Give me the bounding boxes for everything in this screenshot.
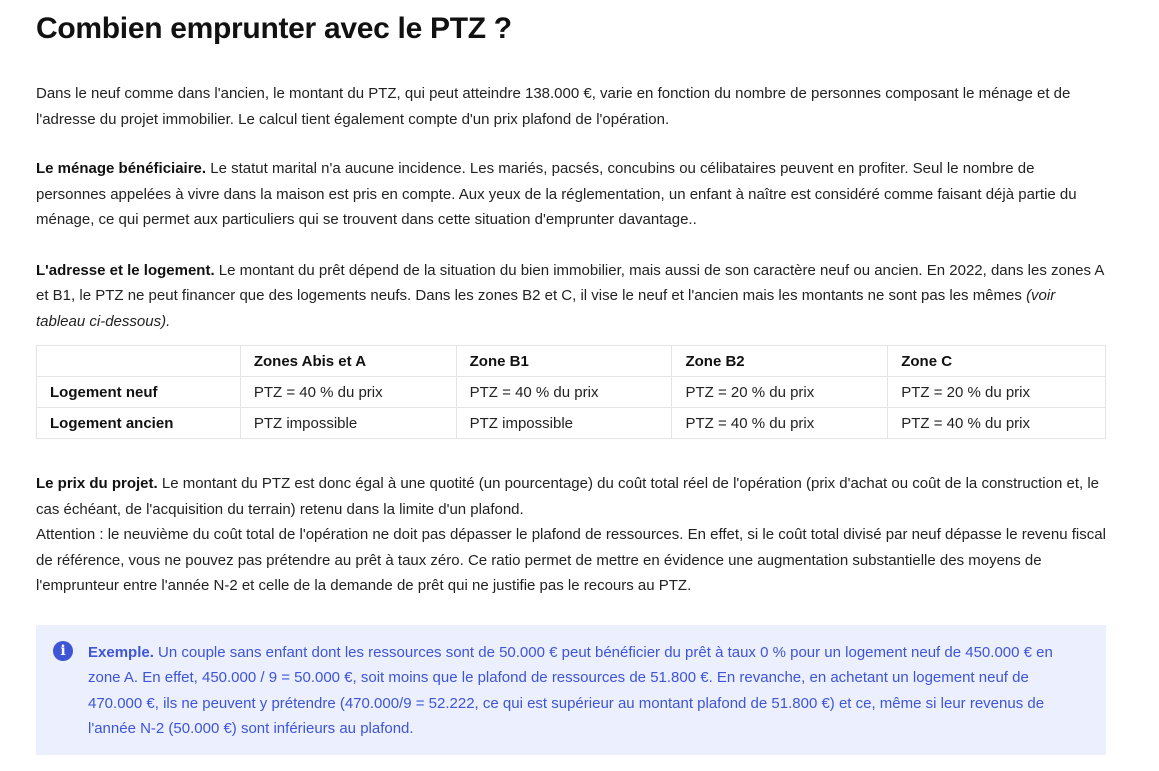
table-header-row	[37, 346, 1106, 377]
ptz-zones-table	[36, 345, 1106, 439]
table-header-cell: Zones Abis et A	[240, 346, 456, 377]
adresse-text: Le montant du prêt dépend de la situation du bien immobilier, mais aussi de son caractère neuf ou ancien. En 2022, dans les zones A et B1, le PTZ ne peut financer que des logements neufs. Dans les zones B2 et C, il vise le neuf et l'ancien mais les montants ne sont pas les mêmes	[36, 261, 1104, 304]
table-row	[37, 377, 1106, 408]
menage-title: Le ménage bénéficiaire.	[36, 160, 207, 177]
table-header-cell: Zone C	[888, 346, 1106, 377]
example-text: Un couple sans enfant dont les ressources sont de 50.000 € peut bénéficier du prêt à taux 0 % pour un logement neuf de 450.000 € en zone A. En effet, 450.000 / 9 = 50.000 €, soit moins que le plafond de ressources de 51.800 €. En revanche, en achetant un logement neuf de 470.000 €, ils ne peuvent y prétendre (470.000/9 = 52.222, ce qui est supérieur au montant plafond de 51.800 €) et ce, même si leur revenus de l'année N-2 (50.000 €) sont inférieurs au plafond.	[88, 643, 1053, 737]
table-cell: PTZ impossible	[456, 408, 672, 439]
row-label: Logement ancien	[37, 408, 241, 439]
example-callout	[36, 625, 1106, 755]
menage-paragraph	[36, 156, 1106, 233]
table-cell: PTZ = 40 % du prix	[240, 377, 456, 408]
adresse-title: L'adresse et le logement.	[36, 261, 215, 279]
adresse-italic-note: (voir tableau ci-dessous).	[36, 287, 1056, 330]
table-cell: PTZ = 40 % du prix	[672, 408, 888, 439]
prix-text: Le montant du PTZ est donc égal à une quotité (un pourcentage) du coût total réel de l'opération (prix d'achat ou coût de la construction et, le cas échéant, de l'acquisition du terrain) retenu dans la limite d'un plafond.	[36, 475, 1100, 518]
info-icon: i	[53, 641, 73, 661]
table-cell: PTZ impossible	[240, 408, 456, 439]
table-cell: PTZ = 40 % du prix	[456, 377, 672, 408]
prix-title: Le prix du projet.	[36, 475, 158, 492]
prix-paragraph	[36, 471, 1106, 599]
table-cell: PTZ = 40 % du prix	[888, 408, 1106, 439]
menage-text: Le statut marital n'a aucune incidence. Les mariés, pacsés, concubins ou célibataires peuvent en profiter. Seul le nombre de personnes appelées à vivre dans la maison est pris en compte. Aux yeux de la réglementation, un enfant à naître est considéré comme faisant déjà partie du ménage, ce qui permet aux particuliers qui se trouvent dans cette situation d'emprunter davantage..	[36, 160, 1077, 228]
table-cell: PTZ = 20 % du prix	[888, 377, 1106, 408]
intro-paragraph: Dans le neuf comme dans l'ancien, le montant du PTZ, qui peut atteindre 138.000 €, varie en fonction du nombre de personnes composant le ménage et de l'adresse du projet immobilier. Le calcul tient également compte d'un prix plafond de l'opération.	[36, 85, 1071, 128]
adresse-paragraph	[36, 258, 1106, 335]
page-title: Combien emprunter avec le PTZ ?	[36, 12, 512, 45]
table-header-cell: Zone B1	[456, 346, 672, 377]
table-header-cell: Zone B2	[672, 346, 888, 377]
example-title: Exemple.	[88, 643, 154, 661]
table-header-cell	[37, 346, 241, 377]
table-row	[37, 408, 1106, 439]
attention-text: Attention : le neuvième du coût total de l'opération ne doit pas dépasser le plafond de ressources. En effet, si le coût total divisé par neuf dépasse le revenu fiscal de référence, vous ne pouvez pas prétendre au prêt à taux zéro. Ce ratio permet de mettre en évidence une augmentation substantielle des moyens de l'emprunteur entre l'année N-2 et celle de la demande de prêt qui ne justifie pas le recours au PTZ.	[36, 526, 1106, 594]
table-cell: PTZ = 20 % du prix	[672, 377, 888, 408]
row-label: Logement neuf	[37, 377, 241, 408]
